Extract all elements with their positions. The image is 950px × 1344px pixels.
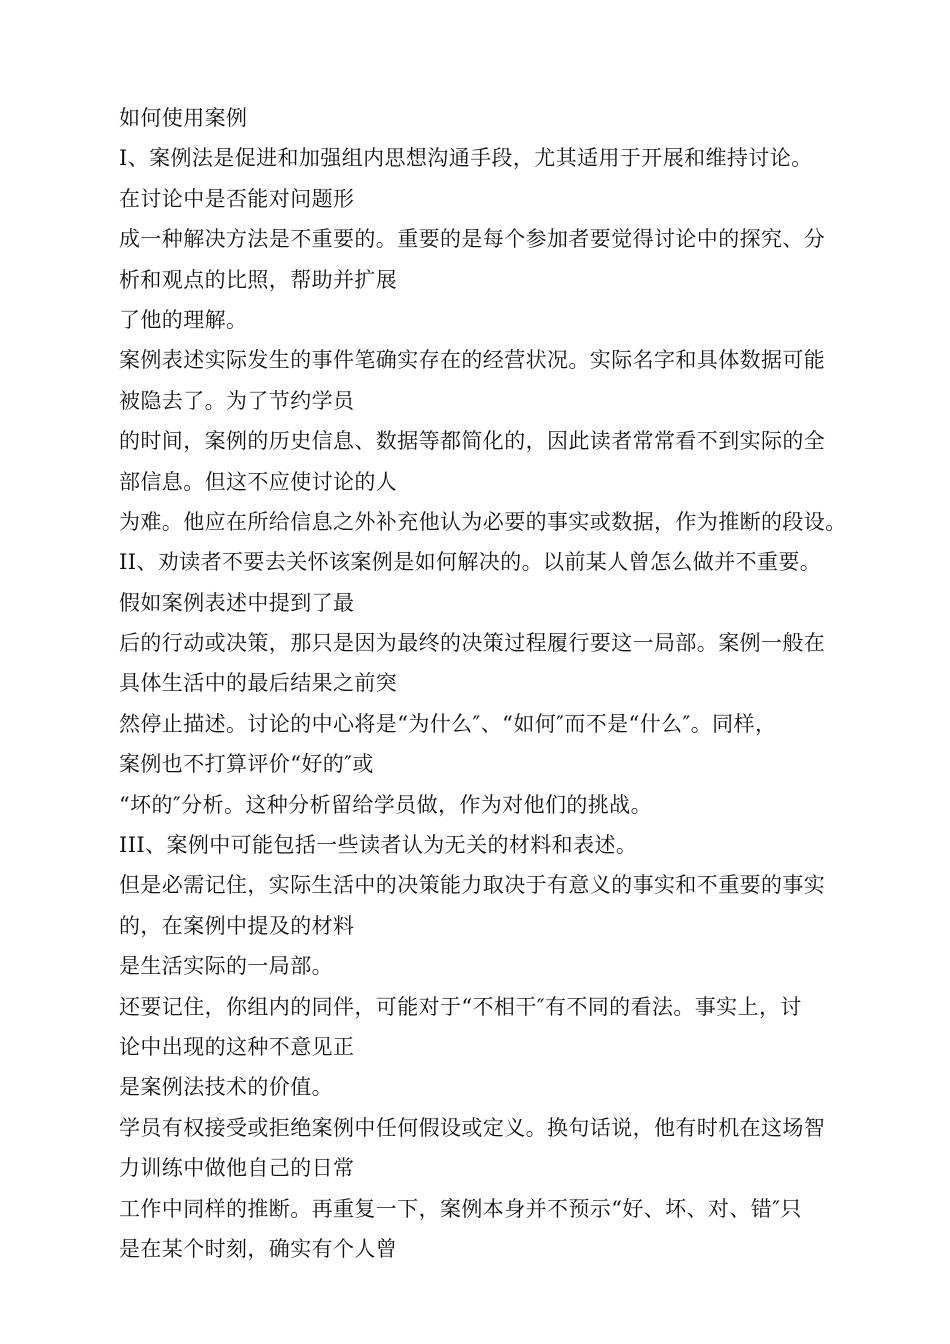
text-line: 的，在案例中提及的材料 (119, 913, 355, 938)
text-line: 的时间，案例的历史信息、数据等都简化的，因此读者常常看不到实际的全 (119, 429, 826, 454)
text-line: 析和观点的比照，帮助并扩展 (119, 267, 398, 292)
text-line: 是案例法技术的价值。 (119, 1075, 333, 1100)
text-line: 但是必需记住，实际生活中的决策能力取决于有意义的事实和不重要的事实 (119, 873, 826, 898)
text-line: 后的行动或决策，那只是因为最终的决策过程履行要这一局部。案例一般在 (119, 631, 826, 656)
text-line: 成一种解决方法是不重要的。重要的是每个参加者要觉得讨论中的探究、分 (119, 227, 826, 252)
text-line: 学员有权接受或拒绝案例中任何假设或定义。换句话说，他有时机在这场智 (119, 1115, 826, 1140)
text-line: III、案例中可能包括一些读者认为无关的材料和表述。 (119, 833, 638, 858)
text-line: 是在某个时刻，确实有个人曾 (119, 1236, 398, 1261)
text-line: 被隐去了。为了节约学员 (119, 388, 355, 413)
text-line: 假如案例表述中提到了最 (119, 590, 355, 615)
text-line: 然停止描述。讨论的中心将是“为什么″、“如何″而不是“什么″。同样， (119, 711, 777, 736)
text-line: 部信息。但这不应使讨论的人 (119, 469, 398, 494)
text-line: 在讨论中是否能对问题形 (119, 186, 355, 211)
text-line: 还要记住，你组内的同伴，可能对于“不相干″有不同的看法。事实上，讨 (119, 994, 802, 1019)
text-line: 为难。他应在所给信息之外补充他认为必要的事实或数据，作为推断的段设。 (119, 509, 847, 534)
text-line: 是生活实际的一局部。 (119, 954, 333, 979)
text-line: 了他的理解。 (119, 307, 248, 332)
text-line: 工作中同样的推断。再重复一下，案例本身并不预示“好、坏、对、错″只 (119, 1196, 802, 1221)
text-line: 案例表述实际发生的事件笔确实存在的经营状况。实际名字和具体数据可能 (119, 348, 826, 373)
document-body (119, 98, 889, 1269)
text-line: 论中出现的这种不意见正 (119, 1034, 355, 1059)
text-line: 力训练中做他自己的日常 (119, 1156, 355, 1181)
text-line: 案例也不打算评价“好的″或 (119, 752, 374, 777)
text-line: “坏的″分析。这种分析留给学员做，作为对他们的挑战。 (119, 792, 652, 817)
text-line: II、劝读者不要去关怀该案例是如何解决的。以前某人曾怎么做并不重要。 (119, 550, 822, 575)
text-line: I、案例法是促进和加强组内思想沟通手段，尤其适用于开展和维持讨论。 (119, 146, 813, 171)
document-title: 如何使用案例 (119, 106, 248, 130)
text-line: 具体生活中的最后结果之前突 (119, 671, 398, 696)
